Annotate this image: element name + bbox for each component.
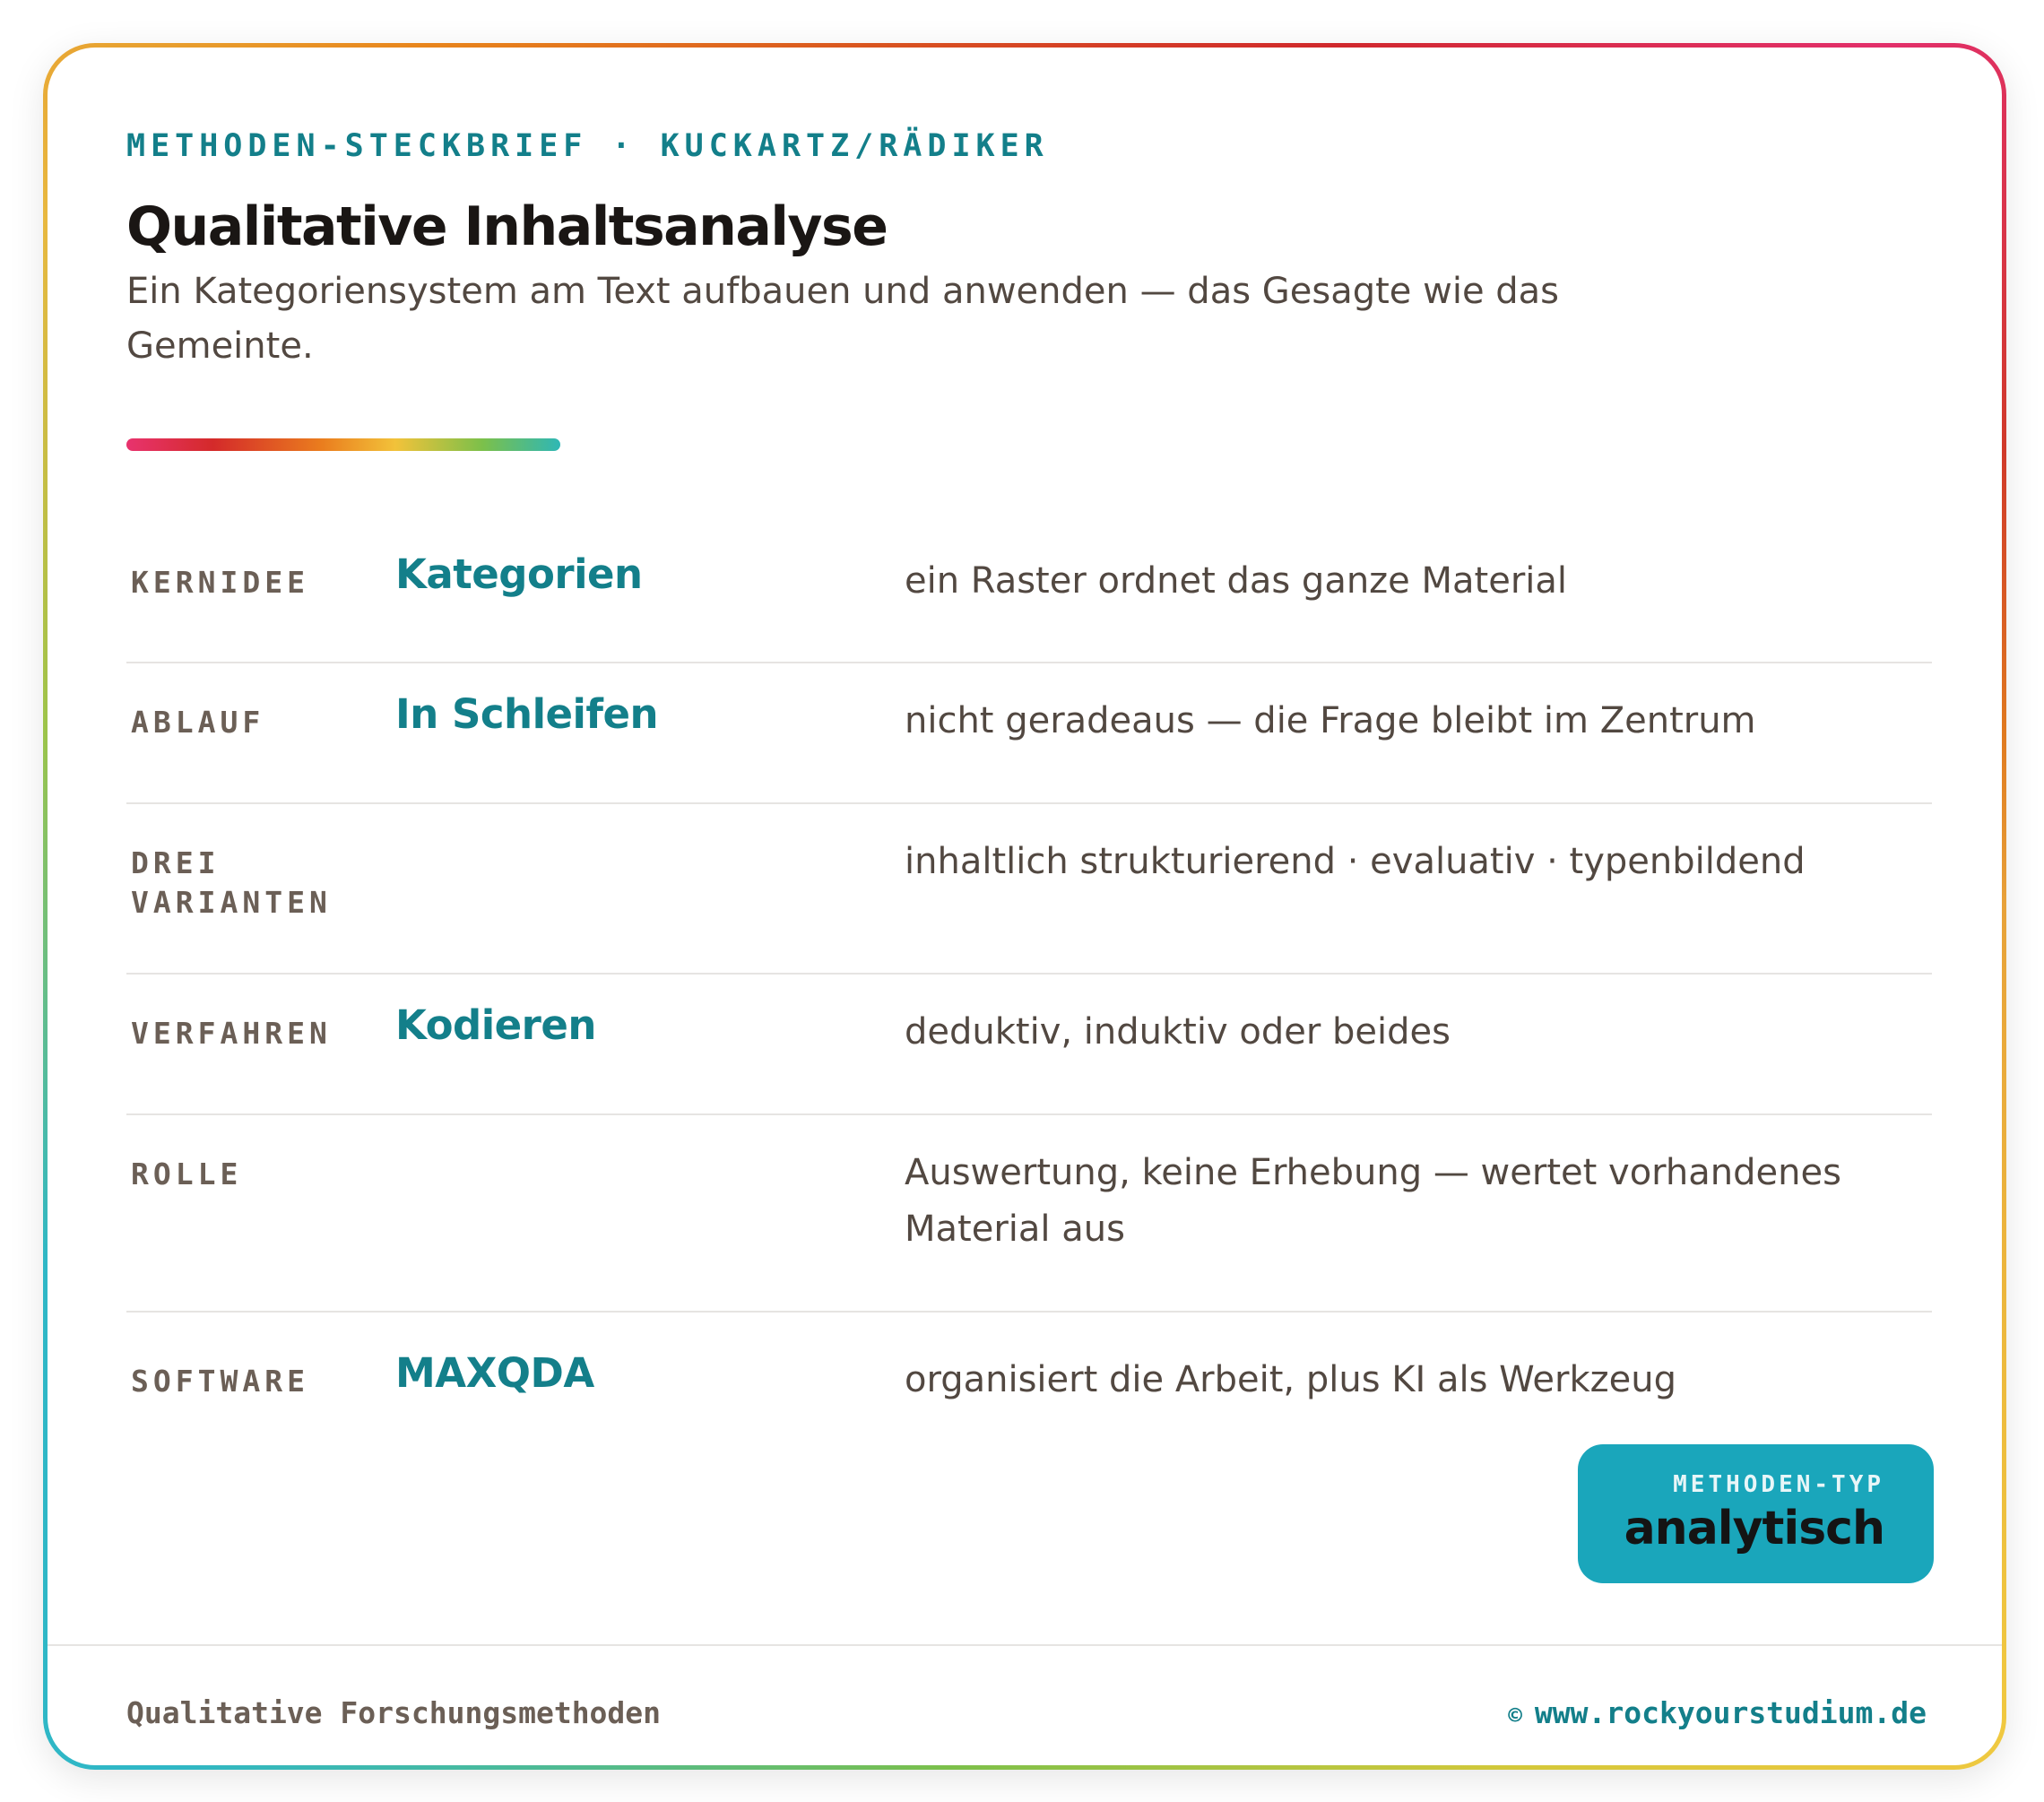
copyright-icon: © bbox=[1508, 1702, 1522, 1729]
method-card bbox=[48, 48, 2002, 1765]
row-description: deduktiv, induktiv oder beides bbox=[905, 1011, 1451, 1053]
row-key-term: Kodieren bbox=[395, 1001, 596, 1049]
page-title: Qualitative Inhaltsanalyse bbox=[126, 195, 888, 258]
subtitle: Ein Kategoriensystem am Text aufbauen und anwenden — das Gesagte wie das Gemeinte. bbox=[126, 271, 1560, 367]
row-label: VERFAHREN bbox=[131, 1016, 332, 1051]
fact-row-ablauf bbox=[126, 663, 1932, 804]
card-frame bbox=[43, 43, 2006, 1770]
row-description: ein Raster ordnet das ganze Material bbox=[905, 560, 1568, 602]
row-description: organisiert die Arbeit, plus KI als Werkzeug bbox=[905, 1359, 1676, 1400]
footer-website bbox=[1508, 1695, 1927, 1730]
row-label: ABLAUF bbox=[131, 705, 265, 740]
method-type-badge bbox=[1578, 1444, 1934, 1583]
row-description: Auswertung, keine Erhebung — wertet vorhandenes Material aus bbox=[905, 1152, 1841, 1250]
row-label: KERNIDEE bbox=[131, 565, 309, 600]
website-link[interactable]: www.rockyourstudium.de bbox=[1534, 1695, 1927, 1730]
footer-series-title: Qualitative Forschungsmethoden bbox=[126, 1695, 662, 1730]
fact-row-software bbox=[126, 1313, 1932, 1447]
fact-row-kernidee bbox=[126, 525, 1932, 663]
row-key-term: Kategorien bbox=[395, 550, 643, 598]
eyebrow-label: METHODEN-STECKBRIEF · KUCKARTZ/RÄDIKER bbox=[126, 128, 1049, 164]
row-description: nicht geradeaus — die Frage bleibt im Zentrum bbox=[905, 700, 1756, 741]
method-type-label: METHODEN-TYP bbox=[1673, 1471, 1884, 1498]
row-description: inhaltlich strukturierend · evaluativ · typenbildend bbox=[905, 841, 1806, 882]
row-key-term: In Schleifen bbox=[395, 690, 659, 738]
row-label: SOFTWARE bbox=[131, 1364, 309, 1399]
fact-row-verfahren bbox=[126, 975, 1932, 1115]
fact-row-rolle bbox=[126, 1115, 1932, 1313]
row-label: ROLLE bbox=[131, 1157, 243, 1191]
row-label: DREI VARIANTEN bbox=[131, 845, 332, 920]
row-key-term: MAXQDA bbox=[395, 1349, 594, 1397]
gradient-accent-bar bbox=[126, 438, 560, 451]
fact-table bbox=[126, 525, 1932, 1447]
method-type-value: analytisch bbox=[1624, 1502, 1884, 1555]
fact-row-drei-varianten bbox=[126, 804, 1932, 975]
footer-divider bbox=[48, 1644, 2002, 1646]
